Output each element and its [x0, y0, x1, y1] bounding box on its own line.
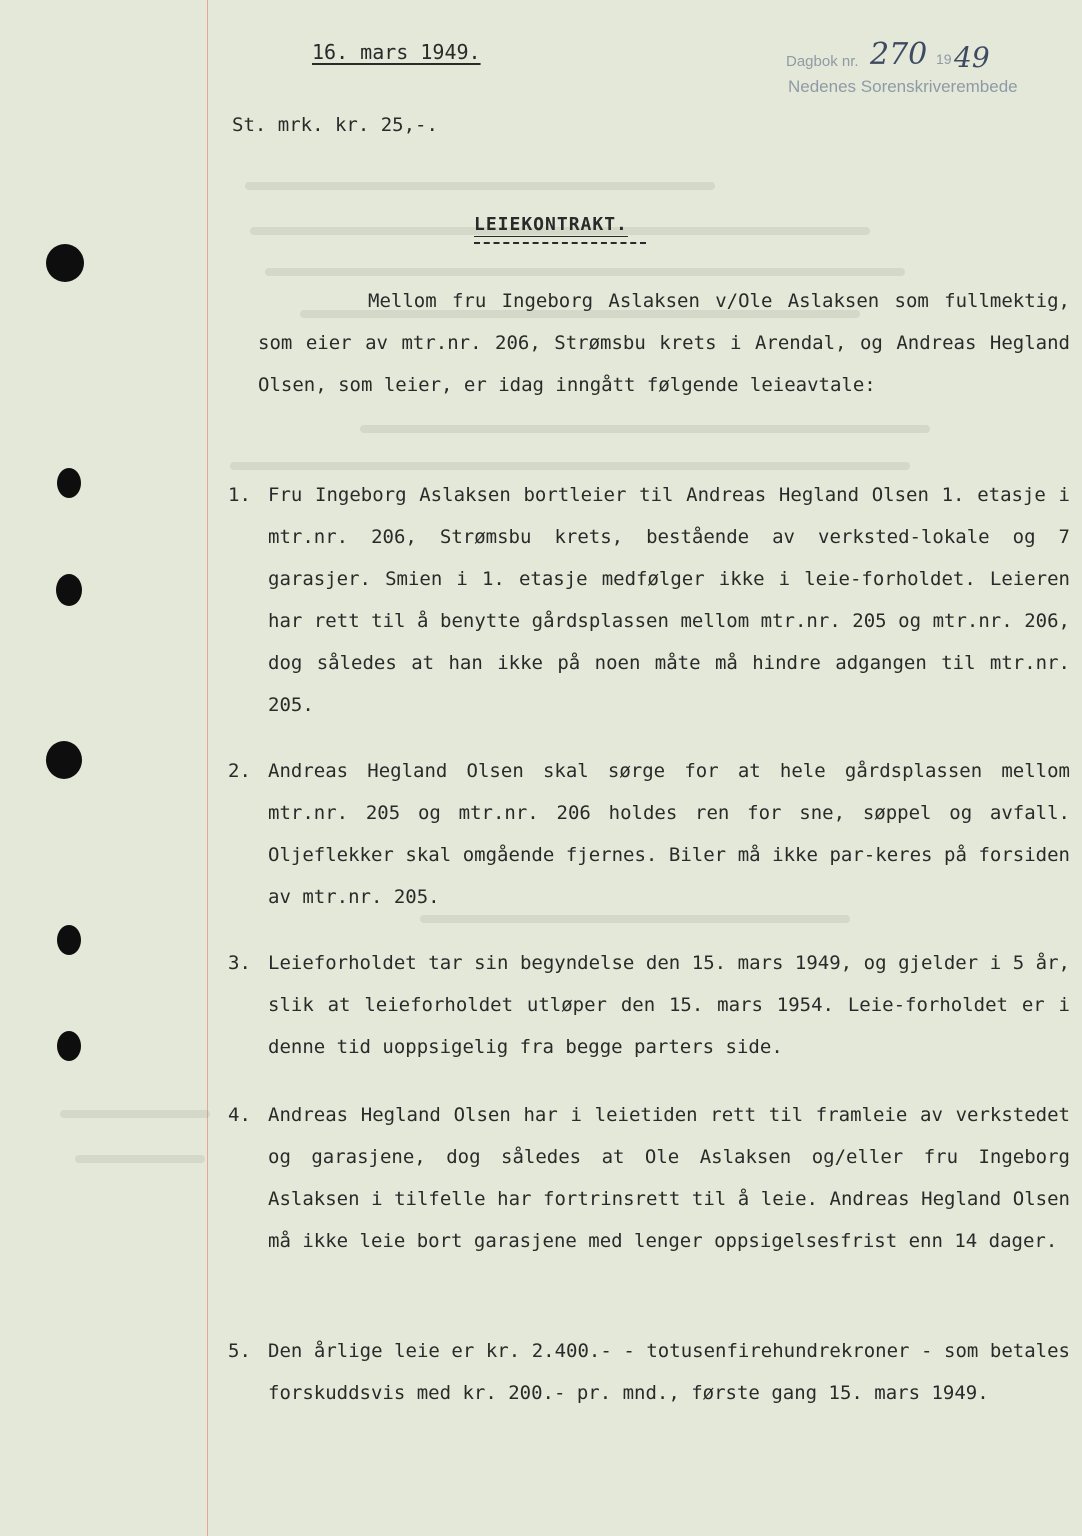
- red-margin-line: [207, 0, 208, 1536]
- title-underline: [474, 242, 646, 244]
- punch-hole-4: [46, 741, 82, 779]
- bleed-through: [360, 425, 930, 433]
- clause-3: [228, 942, 1070, 1068]
- intro-text: Mellom fru Ingeborg Aslaksen v/Ole Aslaksen som fullmektig, som eier av mtr.nr. 206, Strømsbu krets i Arendal, og Andreas Hegland Olsen, som leier, er idag inngått følgende leieavtale:: [258, 290, 1070, 396]
- bleed-through: [230, 462, 910, 470]
- punch-hole-6: [57, 1031, 81, 1061]
- dagbok-stamp-label: Dagbok nr.: [786, 53, 859, 70]
- clause-text: Leieforholdet tar sin begyndelse den 15. mars 1949, og gjelder i 5 år, slik at leieforholdet utløper den 15. mars 1954. Leie-forholdet er i denne tid uoppsigelig fra begge parters side.: [268, 952, 1070, 1058]
- clause-number: 4.: [228, 1104, 251, 1126]
- office-stamp: Nedenes Sorenskriverembede: [788, 77, 1018, 96]
- clause-number: 5.: [228, 1340, 251, 1362]
- clause-5: [228, 1330, 1070, 1414]
- bleed-through: [75, 1155, 205, 1163]
- document-date: 16. mars 1949.: [312, 40, 481, 64]
- clause-text: Den årlige leie er kr. 2.400.- - totusenfirehundrekroner - som betales forskuddsvis med kr. 200.- pr. mnd., første gang 15. mars 1949.: [268, 1340, 1070, 1404]
- clause-number: 2.: [228, 760, 251, 782]
- bleed-through: [60, 1110, 210, 1118]
- stamp-year-suffix: 49: [954, 41, 990, 74]
- punch-hole-1: [46, 244, 84, 282]
- clause-text: Andreas Hegland Olsen har i leietiden rett til framleie av verkstedet og garasjene, dog således at Ole Aslaksen og/eller fru Ingeborg Aslaksen i tilfelle har fortrinsrett til å leie. Andreas Hegland Olsen må ikke leie bort garasjene med lenger oppsigelsesfrist enn 14 dager.: [268, 1104, 1070, 1252]
- clause-1: [228, 474, 1070, 726]
- dagbok-number: 270: [870, 37, 928, 72]
- stamp-year-prefix: 19: [936, 51, 952, 67]
- stamp-duty: St. mrk. kr. 25,-.: [232, 114, 438, 136]
- intro-paragraph: [228, 280, 1070, 406]
- punch-hole-5: [57, 925, 81, 955]
- clause-4: [228, 1094, 1070, 1262]
- clause-number: 3.: [228, 952, 251, 974]
- clause-text: Fru Ingeborg Aslaksen bortleier til Andreas Hegland Olsen 1. etasje i mtr.nr. 206, Strømsbu krets, bestående av verksted-lokale og 7 garasjer. Smien i 1. etasje medfølger ikke i leie-forholdet. Leieren har rett til å benytte gårdsplassen mellom mtr.nr. 205 og mtr.nr. 206, dog således at han ikke på noen måte må hindre adgangen til mtr.nr. 205.: [268, 484, 1070, 716]
- clause-text: Andreas Hegland Olsen skal sørge for at hele gårdsplassen mellom mtr.nr. 205 og mtr.nr. 206 holdes ren for sne, søppel og avfall. Oljeflekker skal omgående fjernes. Biler må ikke par-keres på forsiden av mtr.nr. 205.: [268, 760, 1070, 908]
- document-title: LEIEKONTRAKT.: [474, 214, 628, 235]
- clause-2: [228, 750, 1070, 918]
- punch-hole-3: [56, 574, 82, 606]
- bleed-through: [245, 182, 715, 190]
- clause-number: 1.: [228, 484, 251, 506]
- bleed-through: [265, 268, 905, 276]
- punch-hole-2: [57, 468, 81, 498]
